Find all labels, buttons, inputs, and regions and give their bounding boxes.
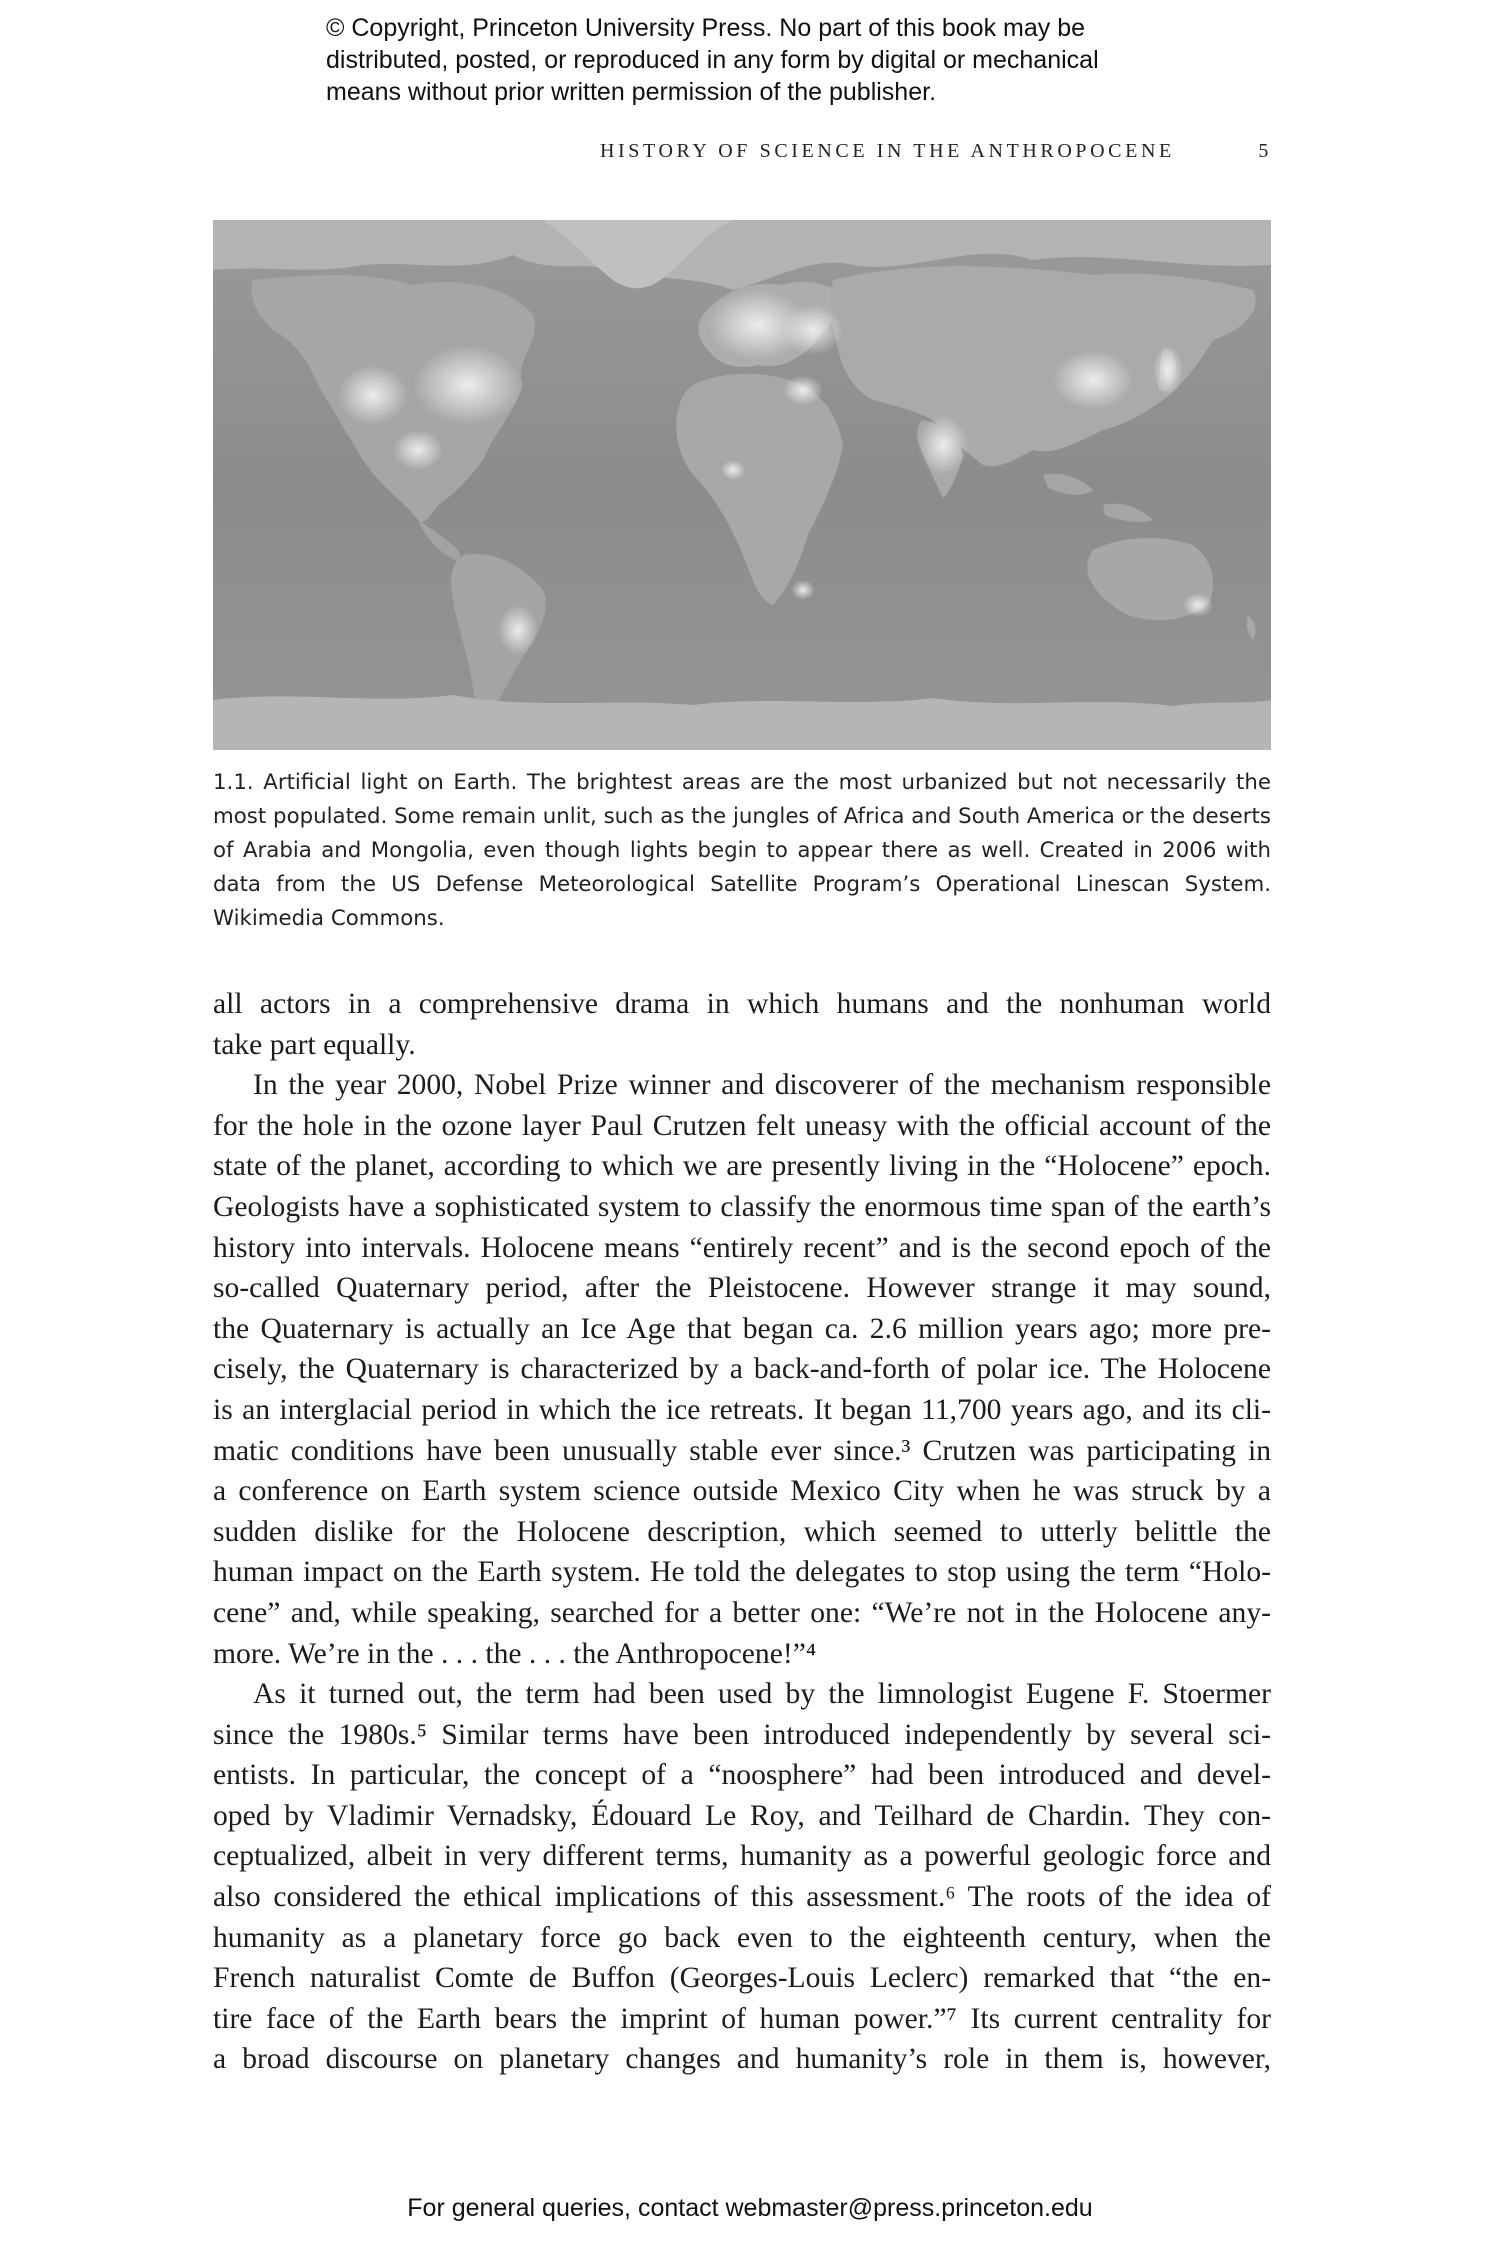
body-line: tire face of the Earth bears the imprint of human power.”⁷ Its current centrality for [213, 2002, 1271, 2035]
body-line: history into intervals. Holocene means “entirely recent” and is the second epoch of the [213, 1231, 1271, 1264]
copyright-line: © Copyright, Princeton University Press. No part of this book may be [326, 14, 1086, 42]
body-line: ceptualized, albeit in very different terms, humanity as a powerful geologic force and [213, 1840, 1271, 1873]
body-line: all actors in a comprehensive drama in which humans and the nonhuman world [213, 988, 1271, 1020]
body-line: oped by Vladimir Vernadsky, Édouard Le Roy, and Teilhard de Chardin. They con- [213, 1799, 1271, 1832]
body-line: cisely, the Quaternary is characterized by a back-and-forth of polar ice. The Holocene [213, 1353, 1271, 1386]
running-title: HISTORY OF SCIENCE IN THE ANTHROPOCENE [600, 140, 1175, 162]
body-line: is an interglacial period in which the ice retreats. It began 11,700 years ago, and its cli- [213, 1393, 1271, 1426]
body-line: In the year 2000, Nobel Prize winner and discoverer of the mechanism responsible [253, 1069, 1271, 1102]
body-line: humanity as a planetary force go back even to the eighteenth century, when the [213, 1921, 1271, 1954]
body-line: take part equally. [213, 1028, 416, 1061]
body-line: Geologists have a sophisticated system to classify the enormous time span of the earth’s [213, 1190, 1271, 1223]
body-line: for the hole in the ozone layer Paul Crutzen felt uneasy with the official account of the [213, 1109, 1271, 1142]
body-line: also considered the ethical implications of this assessment.⁶ The roots of the idea of [213, 1881, 1271, 1914]
page-number: 5 [1258, 140, 1272, 162]
figure-caption: 1.1. Artificial light on Earth. The brightest areas are the most urbanized but not necessarily the most populated. Some remain unlit, such as the jungles of Africa and South America or the deserts of Arabia and Mongolia, even though lights begin to appear there as well. Created in 2006 with data from the US Defense Meteorological Satellite Program’s Operational Linescan System. Wikimedia Commons. [213, 770, 1271, 931]
body-line: French naturalist Comte de Buffon (Georges-Louis Leclerc) remarked that “the en- [213, 1962, 1271, 1995]
running-head [600, 140, 1272, 163]
body-text [213, 984, 1271, 2080]
body-line: state of the planet, according to which we are presently living in the “Holocene” epoch. [213, 1150, 1271, 1183]
world-map-image [213, 220, 1271, 750]
body-line: the Quaternary is actually an Ice Age that began ca. 2.6 million years ago; more pre- [213, 1312, 1271, 1345]
body-line: cene” and, while speaking, searched for a better one: “We’re not in the Holocene any- [213, 1596, 1271, 1629]
body-line: matic conditions have been unusually stable ever since.³ Crutzen was participating in [213, 1434, 1271, 1467]
body-line: human impact on the Earth system. He told the delegates to stop using the term “Holo- [213, 1556, 1271, 1589]
body-line: sudden dislike for the Holocene description, which seemed to utterly belittle the [213, 1515, 1271, 1548]
body-line: a conference on Earth system science outside Mexico City when he was struck by a [213, 1475, 1271, 1508]
body-line: more. We’re in the . . . the . . . the Anthropocene!”⁴ [213, 1637, 817, 1670]
footer-contact: For general queries, contact webmaster@press.princeton.edu [407, 2194, 1093, 2222]
antarctica [213, 695, 1271, 750]
earth-at-night-map [213, 220, 1271, 750]
copyright-line: distributed, posted, or reproduced in any form by digital or mechanical [326, 46, 1099, 74]
body-line: since the 1980s.⁵ Similar terms have been introduced independently by several sci- [213, 1718, 1271, 1751]
body-line: a broad discourse on planetary changes and humanity’s role in them is, however, [213, 2043, 1271, 2076]
body-line: entists. In particular, the concept of a “noosphere” had been introduced and devel- [213, 1759, 1271, 1792]
copyright-notice [326, 12, 1226, 108]
body-line: As it turned out, the term had been used by the limnologist Eugene F. Stoermer [253, 1678, 1271, 1711]
body-line: so-called Quaternary period, after the Pleistocene. However strange it may sound, [213, 1272, 1271, 1305]
copyright-line: means without prior written permission of the publisher. [326, 78, 937, 106]
